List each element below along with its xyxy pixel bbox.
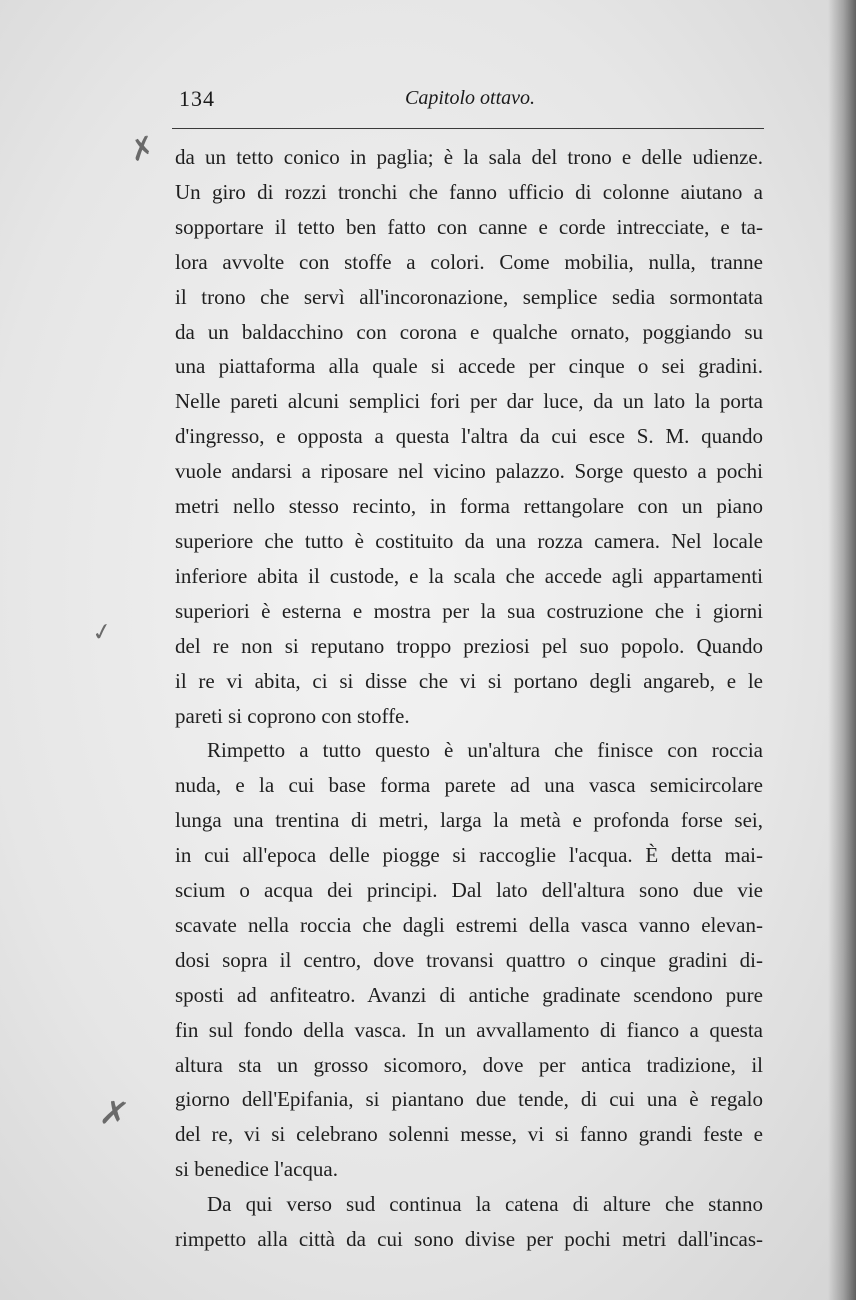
text-line: il re vi abita, ci si disse che vi si portano degli angareb, e le: [175, 668, 763, 693]
margin-mark-top: ✗: [125, 129, 160, 170]
text-line: superiori è esterna e mostra per la sua costruzione che i giorni: [175, 598, 763, 623]
paragraph-2: [175, 733, 763, 1187]
page-edge-shadow: [828, 0, 856, 1300]
text-line: una piattaforma alla quale si accede per cinque o sei gradini.: [175, 354, 763, 379]
text-line: il trono che servì all'incoronazione, semplice sedia sormontata: [175, 284, 763, 309]
text-line: inferiore abita il custode, e la scala che accede agli appartamenti: [175, 563, 763, 588]
text-line: scavate nella roccia che dagli estremi della vasca vanno elevan-: [175, 912, 763, 937]
chapter-title: Capitolo ottavo.: [405, 87, 535, 109]
text-line: si benedice l'acqua.: [175, 1157, 338, 1182]
text-line: altura sta un grosso sicomoro, dove per antica tradizione, il: [175, 1052, 763, 1077]
text-line: metri nello stesso recinto, in forma rettangolare con un piano: [175, 494, 763, 519]
text-line: vuole andarsi a riposare nel vicino palazzo. Sorge questo a pochi: [175, 459, 763, 484]
paragraph-3: [175, 1187, 763, 1257]
text-line: del re non si reputano troppo preziosi pel suo popolo. Quando: [175, 633, 763, 658]
text-line: Rimpetto a tutto questo è un'altura che finisce con roccia: [207, 738, 763, 763]
text-line: da un baldacchino con corona e qualche ornato, poggiando su: [175, 319, 763, 344]
text-line: del re, vi si celebrano solenni messe, vi si fanno grandi feste e: [175, 1122, 763, 1147]
text-line: fin sul fondo della vasca. In un avvallamento di fianco a questa: [175, 1017, 763, 1042]
text-line: sopportare il tetto ben fatto con canne e corde intrecciate, e ta-: [175, 214, 763, 239]
text-line: scium o acqua dei principi. Dal lato dell'altura sono due vie: [175, 878, 763, 903]
text-line: superiore che tutto è costituito da una rozza camera. Nel locale: [175, 528, 763, 553]
margin-mark-bottom: ✗: [96, 1091, 132, 1137]
text-line: Un giro di rozzi tronchi che fanno ufficio di colonne aiutano a: [175, 179, 763, 204]
body-text: [175, 140, 763, 1257]
text-line: Da qui verso sud continua la catena di alture che stanno: [207, 1192, 763, 1217]
header-rule: [172, 128, 764, 129]
text-line: Nelle pareti alcuni semplici fori per dar luce, da un lato la porta: [175, 389, 763, 414]
text-line: sposti ad anfiteatro. Avanzi di antiche gradinate scendono pure: [175, 982, 763, 1007]
text-line: lora avvolte con stoffe a colori. Come mobilia, nulla, tranne: [175, 249, 763, 274]
text-line: rimpetto alla città da cui sono divise per pochi metri dall'incas-: [175, 1227, 763, 1252]
text-line: pareti si coprono con stoffe.: [175, 703, 410, 728]
margin-mark-middle: ✓: [89, 616, 115, 648]
text-line: da un tetto conico in paglia; è la sala del trono e delle udienze.: [175, 145, 763, 169]
running-head: [175, 84, 765, 118]
text-line: nuda, e la cui base forma parete ad una vasca semicircolare: [175, 773, 763, 798]
text-line: giorno dell'Epifania, si piantano due tende, di cui una è regalo: [175, 1087, 763, 1112]
text-line: d'ingresso, e opposta a questa l'altra da cui esce S. M. quando: [175, 424, 763, 449]
text-line: lunga una trentina di metri, larga la metà e profonda forse sei,: [175, 808, 763, 833]
text-line: dosi sopra il centro, dove trovansi quattro o cinque gradini di-: [175, 947, 763, 972]
paragraph-1: [175, 140, 763, 733]
page-number: 134: [179, 86, 215, 111]
text-line: in cui all'epoca delle piogge si raccoglie l'acqua. È detta mai-: [175, 843, 763, 868]
